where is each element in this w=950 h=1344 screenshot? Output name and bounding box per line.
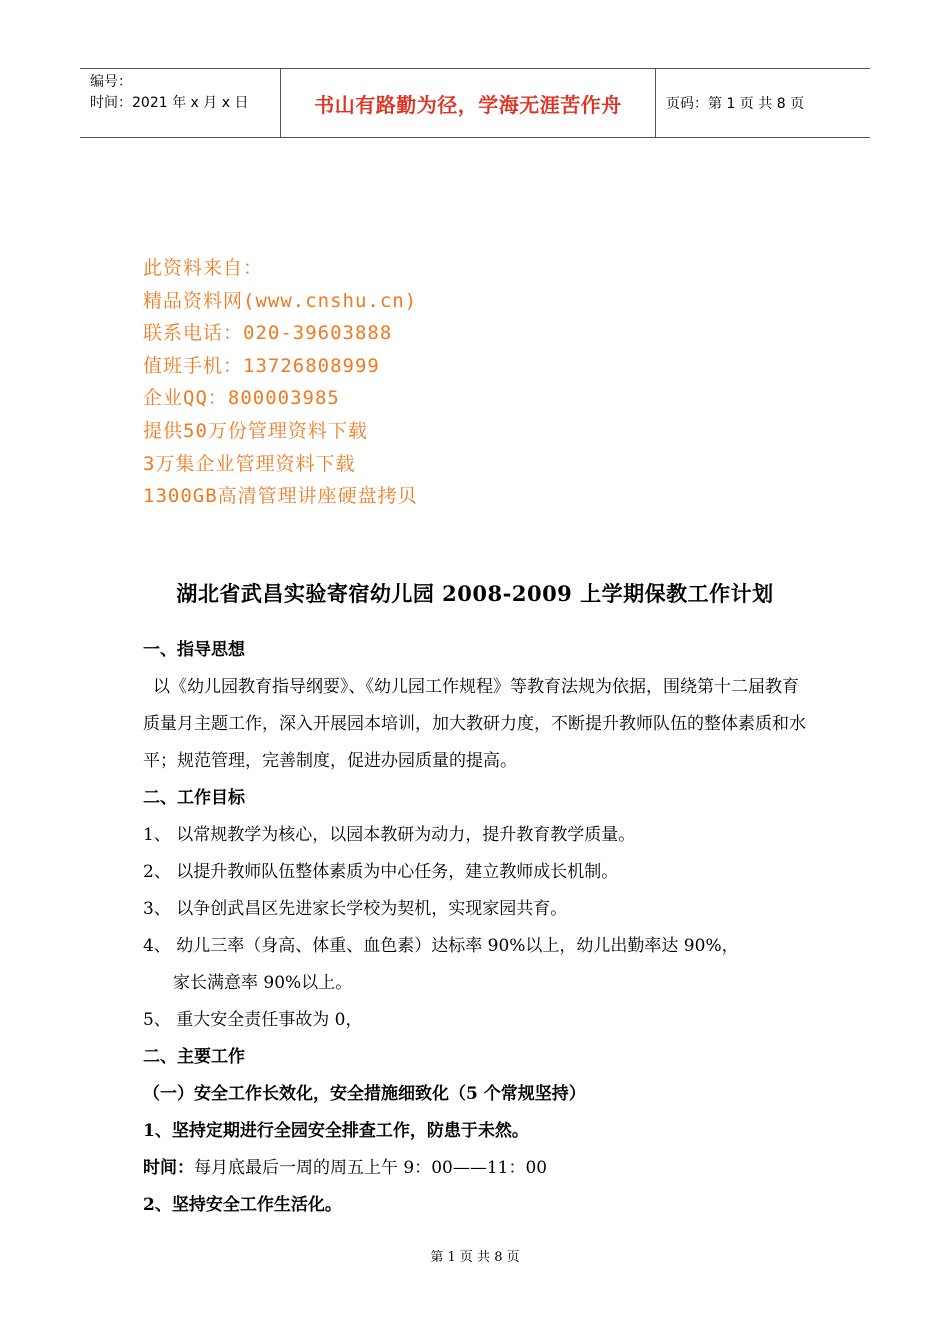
source-line: 值班手机：13726808999	[143, 354, 380, 377]
list-item: 1、 以常规教学为核心，以园本教研为动力，提升教育教学质量。	[143, 825, 636, 845]
document-body	[143, 632, 813, 1224]
section-heading: 二、工作目标	[143, 788, 245, 808]
list-item: 2、 以提升教师队伍整体素质为中心任务，建立教师成长机制。	[143, 862, 619, 882]
source-line: 企业QQ：800003985	[143, 387, 340, 410]
list-item-continuation: 家长满意率 90%以上。	[173, 973, 353, 993]
work-item: 1、坚持定期进行全园安全排查工作，防患于未然。	[143, 1121, 529, 1141]
header-meta	[80, 69, 280, 137]
number-label: 编号：	[90, 74, 132, 90]
time-line	[143, 1150, 813, 1187]
header-page-info: 页码：第 1 页 共 8 页	[666, 96, 805, 112]
time-line-value: 每月底最后一周的周五上午 9：00——11：00	[194, 1158, 548, 1178]
source-line: 此资料来自：	[143, 257, 264, 279]
list-item: 3、 以争创武昌区先进家长学校为契机，实现家园共育。	[143, 899, 568, 919]
list-item: 4、 幼儿三率（身高、体重、血色素）达标率 90%以上，幼儿出勤率达 90%，	[143, 936, 739, 956]
source-line: 精品资料网(www.cnshu.cn)	[143, 289, 418, 312]
list-item: 5、 重大安全责任事故为 0，	[143, 1010, 363, 1030]
page-footer: 第 1 页 共 8 页	[430, 1250, 520, 1265]
subsection-heading: （一）安全工作长效化，安全措施细致化（5 个常规坚持）	[143, 1084, 586, 1104]
section-heading: 二、主要工作	[143, 1047, 245, 1067]
source-info-block	[143, 252, 418, 513]
paragraph: 以《幼儿园教育指导纲要》、《幼儿园工作规程》等教育法规为依据，围绕第十二届教育质量月主题工作，深入开展园本培训，加大教研力度，不断提升教师队伍的整体素质和水平；规范管理，完善制度，促进办园质量的提高。	[143, 677, 806, 771]
source-line: 提供50万份管理资料下载	[143, 419, 368, 442]
time-label: 时间：2021 年 x 月 x 日	[90, 95, 249, 111]
source-line: 1300GB高清管理讲座硬盘拷贝	[143, 485, 418, 508]
section-heading: 一、指导思想	[143, 640, 245, 660]
work-item: 2、坚持安全工作生活化。	[143, 1195, 342, 1215]
source-line: 3万集企业管理资料下载	[143, 452, 356, 475]
time-line-label: 时间：	[143, 1158, 194, 1178]
source-line: 联系电话：020-39603888	[143, 322, 393, 345]
header-motto: 书山有路勤为径，学海无涯苦作舟	[280, 69, 656, 137]
page-header	[80, 68, 870, 138]
document-title: 湖北省武昌实验寄宿幼儿园 2008-2009 上学期保教工作计划	[176, 581, 774, 606]
